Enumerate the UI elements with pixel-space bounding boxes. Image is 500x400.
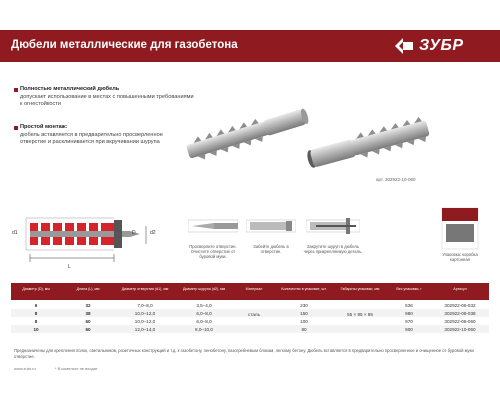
installation-diagram	[0, 200, 500, 272]
logo-text: ЗУБР	[419, 37, 464, 54]
cell-diameter: 6	[34, 302, 38, 308]
cell-length: 60	[85, 318, 91, 324]
label-d1: d1	[12, 230, 18, 236]
cell-pack-dims-merged: 55 × 95 × 95	[347, 312, 373, 317]
step-drill-icon	[188, 210, 238, 240]
th-pack-dims: Габариты упаковки, мм	[340, 287, 380, 291]
cell-article: 302922-06-032	[444, 302, 476, 308]
cell-material-merged: сталь	[248, 312, 260, 317]
cell-hole: 10,0–12,0	[134, 310, 156, 316]
cell-weight: 900	[405, 326, 413, 332]
th-quantity: Количество в упаковке, шт.	[281, 287, 327, 291]
step-insert-icon	[246, 210, 296, 240]
cell-length: 38	[85, 310, 91, 316]
cell-screw: 3,5–4,0	[196, 302, 212, 308]
feature-description: дюбель вставляется в предварительно просверленное отверстие и расклинивается при вкручивании шурупа	[20, 131, 163, 145]
cell-hole: 7,0–8,0	[137, 302, 153, 308]
feature-title: Простой монтаж:	[20, 124, 68, 130]
th-material: Материал	[245, 287, 263, 291]
header-band	[0, 30, 500, 62]
cell-hole: 12,0–14,0	[134, 326, 156, 332]
table-row	[11, 325, 489, 333]
cell-quantity: 100	[300, 318, 308, 324]
footer-note: * В комплект не входит	[54, 366, 98, 371]
cell-article: 302922-10-060	[444, 326, 476, 332]
article-caption: арт. 302922-10-060	[376, 177, 416, 182]
th-diameter: Диаметр (D), мм	[22, 287, 50, 291]
cell-hole: 10,0–12,0	[134, 318, 156, 324]
zubr-logo-icon	[393, 36, 417, 56]
th-article: Артикул	[453, 287, 467, 291]
cell-weight: 980	[405, 310, 413, 316]
feature-description: допускает использование в местах с повышенными требованиями к огнестойкости	[20, 93, 194, 107]
feature-title: Полностью металлический дюбель	[20, 86, 120, 92]
bullet-icon	[14, 126, 18, 130]
cell-screw: 8,0–10,0	[195, 326, 213, 332]
cell-diameter: 10	[33, 326, 39, 332]
footer	[14, 366, 116, 371]
dimension-drawing	[8, 214, 168, 268]
page-title: Дюбели металлические для газобетона	[11, 39, 238, 51]
cell-diameter: 8	[34, 318, 38, 324]
th-hole: Диаметр отверстия (d1), мм	[121, 287, 169, 291]
dowel-product-image	[178, 82, 436, 174]
cell-length: 60	[85, 326, 91, 332]
cell-screw: 6,0–8,0	[196, 318, 212, 324]
label-d2: d2	[150, 230, 156, 236]
cell-diameter: 8	[34, 310, 38, 316]
cell-quantity: 230	[300, 302, 308, 308]
step-1-label: Просверлите отверстие. Очистите отверстие от буровой муки.	[189, 244, 237, 259]
cell-length: 32	[85, 302, 91, 308]
cell-weight: 536	[405, 302, 413, 308]
table-header	[11, 283, 489, 300]
label-L: L	[68, 264, 71, 270]
step-3-label: Закрутите шуруп в дюбель через прикрепляемую деталь.	[303, 244, 363, 254]
step-screw-icon	[306, 210, 360, 240]
bullet-icon	[14, 88, 18, 92]
table-row	[11, 317, 489, 325]
cell-quantity: 80	[301, 326, 307, 332]
cell-article: 302922-08-060	[444, 318, 476, 324]
cell-article: 302922-08-038	[444, 310, 476, 316]
footnote-text: Предназначены для крепления полок, светильников, розеточных конструкций и т.д. к газобетону, пенобетону, пазогребневым блокам, легкому бетону. Дюбель вставляется в предварительно просверленное и очищенное от буровой муки отверстие.	[14, 348, 474, 359]
footer-site: www.zubr.ru	[14, 366, 36, 371]
package-label: Упаковка: коробка картонная	[442, 252, 478, 262]
th-weight: Вес упаковки, г	[396, 287, 422, 291]
table-row	[11, 301, 489, 309]
th-length: Длина (L), мм	[76, 287, 100, 291]
cell-quantity: 150	[300, 310, 308, 316]
package-box-image	[440, 206, 480, 251]
th-screw: Диаметр шурупа (d2), мм	[182, 287, 226, 291]
label-D: D	[132, 230, 136, 236]
zubr-logo	[393, 36, 493, 56]
cell-weight: 970	[405, 318, 413, 324]
step-2-label: Забейте дюбель в отверстие.	[253, 244, 289, 254]
cell-screw: 6,0–8,0	[196, 310, 212, 316]
